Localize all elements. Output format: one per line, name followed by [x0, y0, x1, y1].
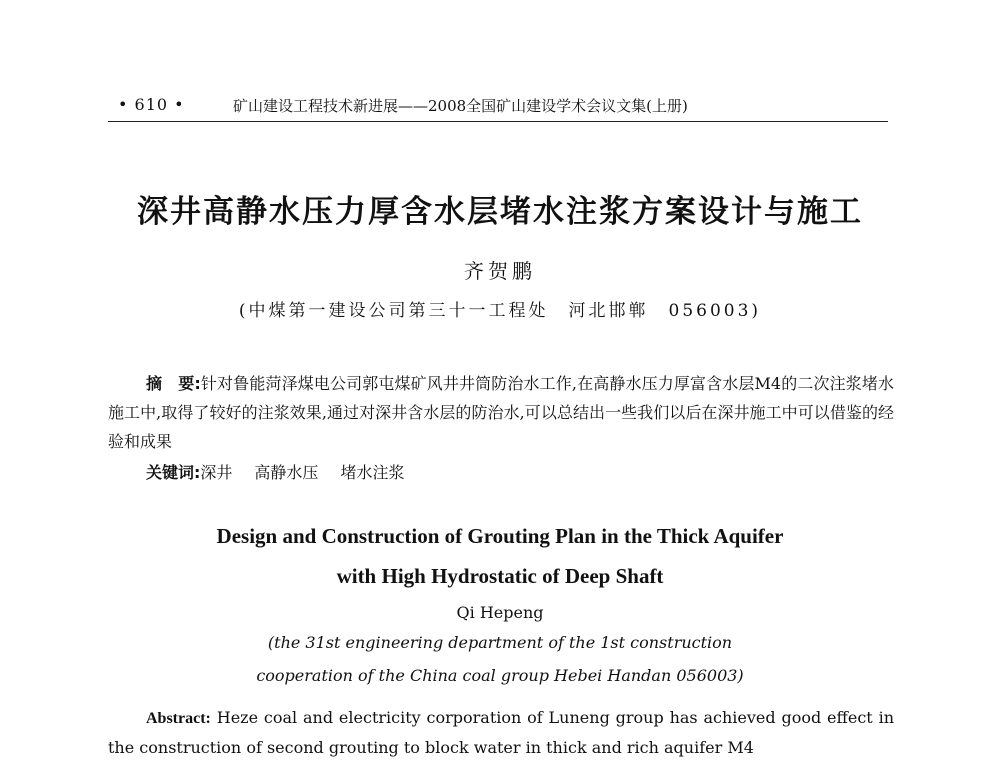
abstract-text-en: Heze coal and electricity corporation of Luneng group has achieved good effect in the construction of second grouting to block water in thick and rich aquifer M4: [108, 708, 895, 757]
paper-title-cn: 深井高静水压力厚含水层堵水注浆方案设计与施工: [137, 194, 863, 230]
keyword: 高静水压: [254, 463, 319, 482]
abstract-cn: [108, 369, 894, 456]
header-rule: [108, 121, 888, 122]
journal-title: 矿山建设工程技术新进展——2008全国矿山建设学术会议文集(上册): [233, 97, 688, 115]
running-header: [108, 91, 888, 121]
paper-title-en-line2: with High Hydrostatic of Deep Shaft: [336, 564, 664, 588]
keyword: 堵水注浆: [340, 463, 405, 482]
author-en: Qi Hepeng: [456, 603, 544, 622]
author-cn: 齐贺鹏: [464, 259, 536, 283]
abstract-en: [108, 703, 894, 762]
paper-title-en-line1: Design and Construction of Grouting Plan in the Thick Aquifer: [216, 524, 784, 548]
keywords-cn: [146, 460, 426, 483]
abstract-text-cn: 针对鲁能菏泽煤电公司郭屯煤矿风井井筒防治水工作,在高静水压力厚富含水层M4的二次注浆堵水施工中,取得了较好的注浆效果,通过对深井含水层的防治水,可以总结出一些我们以后在深井施工中可以借鉴的经验和成果: [108, 374, 894, 451]
affiliation-en-line1: (the 31st engineering department of the 1st construction: [267, 633, 733, 652]
abstract-label-en: Abstract:: [146, 710, 211, 727]
abstract-label-cn: 摘 要:: [146, 374, 201, 393]
affiliation-cn: (中煤第一建设公司第三十一工程处 河北邯郸 056003): [238, 301, 762, 321]
affiliation-en-line2: cooperation of the China coal group Hebei Handan 056003): [256, 666, 744, 685]
keyword: 深井: [200, 463, 233, 482]
page-number: • 610 •: [118, 95, 185, 114]
keywords-label-cn: 关键词:: [146, 463, 201, 482]
